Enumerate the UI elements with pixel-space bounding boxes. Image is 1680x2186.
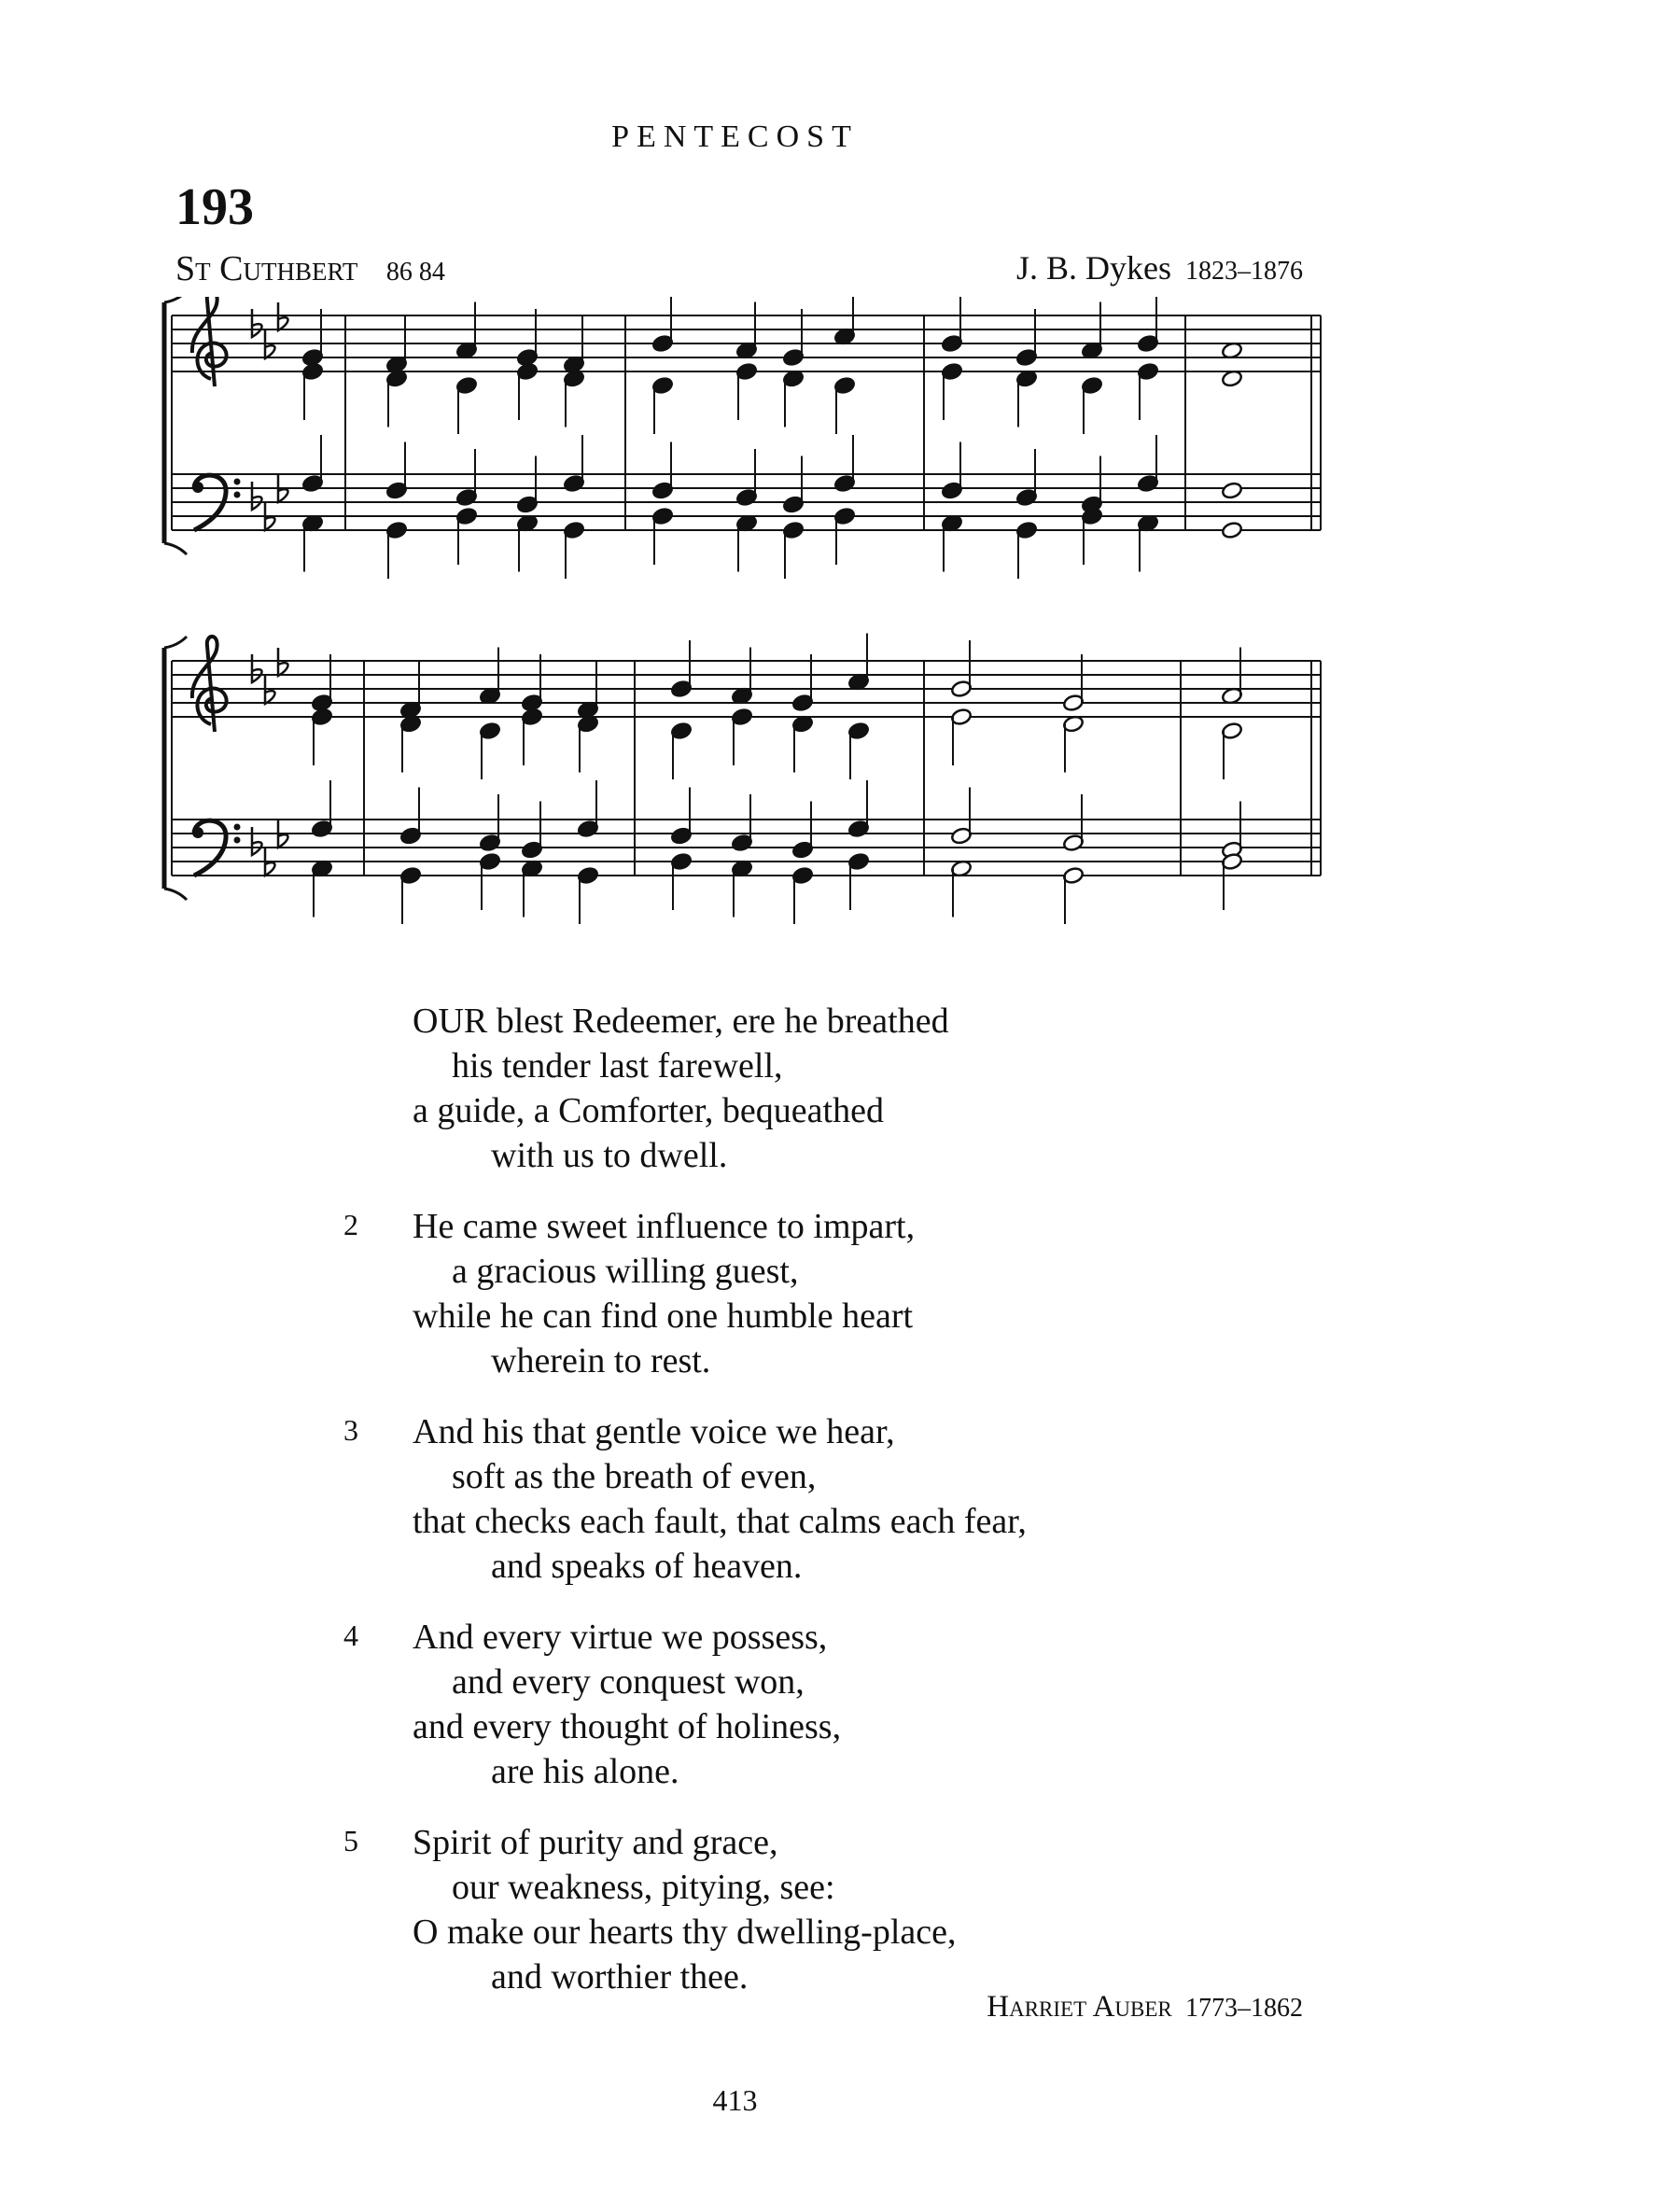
bass-clef-dot <box>192 827 203 838</box>
composer-name: J. B. Dykes <box>1015 249 1171 287</box>
page-number: 413 <box>712 2083 758 2117</box>
verse-line: a gracious willing guest, <box>452 1252 799 1291</box>
composer-dates: 1823–1876 <box>1185 257 1303 286</box>
author <box>987 1990 1303 2025</box>
verse-line: OUR blest Redeemer, ere he breathed <box>413 1002 949 1041</box>
verse-line: a guide, a Comforter, bequeathed <box>413 1091 884 1130</box>
flat-icon <box>252 482 262 510</box>
section-title: PENTECOST <box>611 119 859 154</box>
verse-line: with us to dwell. <box>491 1136 728 1175</box>
flat-icon <box>252 827 262 855</box>
bass-clef-dot <box>234 824 241 831</box>
note-head <box>1221 482 1243 500</box>
verse-line: soft as the breath of even, <box>452 1457 817 1496</box>
tune-meter: 86 84 <box>385 258 445 287</box>
verse-line: He came sweet influence to impart, <box>413 1207 916 1246</box>
verse-line: wherein to rest. <box>491 1341 711 1380</box>
verse-2 <box>343 1204 1374 1383</box>
verse-line: and every conquest won, <box>452 1662 805 1702</box>
hymn-number: 193 <box>175 178 254 236</box>
verse-line: Spirit of purity and grace, <box>413 1823 778 1862</box>
verse-line: O make our hearts thy dwelling-place, <box>413 1913 957 1952</box>
verse-number: 2 <box>343 1208 358 1241</box>
composer <box>1016 248 1303 287</box>
verse-3 <box>343 1409 1374 1589</box>
tune-info <box>175 248 445 289</box>
bracket-hook <box>164 637 187 648</box>
bracket-hook <box>164 889 187 900</box>
verse-line: and every thought of holiness, <box>413 1707 842 1746</box>
verse-line: while he can find one humble heart <box>413 1296 914 1336</box>
note-head <box>1221 521 1243 539</box>
verse-number: 5 <box>343 1824 358 1857</box>
score-system <box>164 634 1321 925</box>
verse-4 <box>343 1615 1374 1794</box>
verse-number: 4 <box>343 1618 358 1652</box>
bracket-hook <box>164 297 187 302</box>
hymn-verses <box>343 999 1374 2025</box>
verse-line: And his that gentle voice we hear, <box>413 1412 895 1451</box>
bass-clef-dot <box>234 492 241 498</box>
verse-1 <box>347 999 1374 1178</box>
flat-icon <box>252 309 262 337</box>
verse-line: his tender last farewell, <box>452 1046 783 1086</box>
treble-clef-icon <box>192 297 227 386</box>
verse-line: our weakness, pitying, see: <box>452 1868 835 1907</box>
verse-line: are his alone. <box>491 1752 679 1791</box>
verse-line: and speaks of heaven. <box>491 1547 803 1586</box>
author-name: Harriet Auber <box>987 1990 1172 2024</box>
bass-clef-dot <box>234 479 241 485</box>
bass-clef-dot <box>192 482 203 493</box>
verse-line: and worthier thee. <box>491 1957 749 1997</box>
score-system <box>164 297 1321 579</box>
verse-line: that checks each fault, that calms each fear, <box>413 1502 1027 1541</box>
music-score <box>159 297 1335 950</box>
author-dates: 1773–1862 <box>1185 1994 1303 2023</box>
verse-number: 3 <box>343 1413 358 1447</box>
tune-name: St Cuthbert <box>175 249 358 288</box>
verse-5 <box>343 1820 1374 1999</box>
bracket-hook <box>164 543 187 554</box>
flat-icon <box>252 654 262 682</box>
verse-line: And every virtue we possess, <box>413 1618 828 1657</box>
bass-clef-dot <box>234 837 241 844</box>
